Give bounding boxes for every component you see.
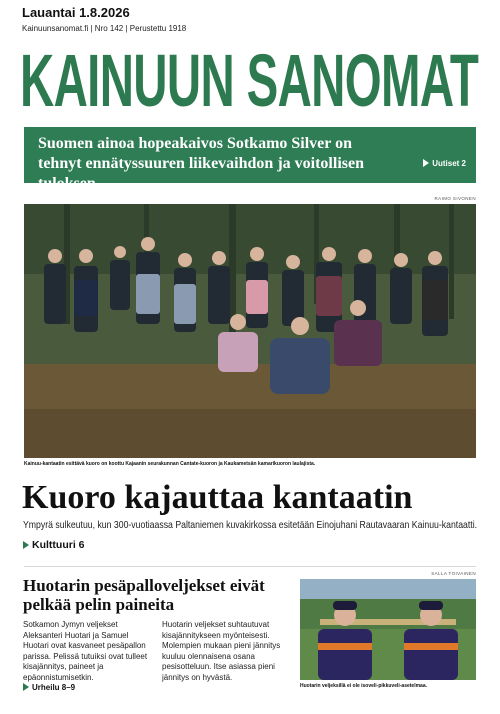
main-lede: Ympyrä sulkeutuu, kun 300-vuotiaassa Paltaniemen kuvakirkossa esitetään Einojuhani Rautavaaran Kainuu-kantaatti. (23, 519, 478, 531)
banner-headline[interactable]: Suomen ainoa hopeakaivos Sotkamo Silver on tehnyt ennätyssuuren liikevaihdon ja voitollisen tuloksen (38, 135, 364, 192)
arrow-right-icon (423, 159, 429, 167)
second-photo-credit: SALLA TOIVAINEN (431, 571, 476, 576)
main-page-ref[interactable]: Kulttuuri 6 (23, 539, 85, 551)
top-news-banner[interactable] (24, 127, 476, 192)
second-body-col2: Huotarin veljekset suhtautuvat kisajännitykseen myönteisesti. Molempien mukaan pieni jännitys kuuluu olennaisena osana pesisotteluun. Itse asiassa pieni jännitys on hyvästä. (162, 620, 281, 682)
arrow-right-icon (23, 683, 29, 691)
choir-photo-illustration (24, 204, 476, 458)
players-photo-illustration (300, 579, 476, 680)
main-photo-credit: RAIMO SIVONEN (434, 196, 476, 201)
choir-photo[interactable] (24, 204, 476, 458)
second-headline[interactable]: Huotarin pesäpalloveljekset eivät pelkää pelin paineita (23, 576, 265, 614)
edition-date: Lauantai 1.8.2026 (22, 5, 130, 20)
second-photo-caption: Huotarin veljeksillä ei ole isoveli-pikkuveli-asetelmaa. (300, 683, 428, 689)
second-body-col1: Sotkamon Jymyn veljekset Aleksanteri Huotari ja Samuel Huotari ovat kasvaneet pesäpallon parissa. Pelissä tutuiksi ovat tulleet kisajännitys, paineet ja epäonnistumisetkin. (23, 620, 148, 682)
main-photo-caption: Kainuu-kantaatin esittävä kuoro on koottu Kajaanin seurakunnan Cantate-kuoron ja Kaukametsän kamarikuoron laulajista. (24, 461, 316, 467)
edition-meta: Kainuunsanomat.fi | Nro 142 | Perustettu 1918 (22, 24, 187, 33)
masthead-logo[interactable]: KAINUUN SANOMAT (20, 39, 479, 122)
arrow-right-icon (23, 541, 29, 549)
banner-page-ref[interactable]: Uutiset 2 (423, 159, 466, 168)
section-divider (24, 566, 476, 567)
second-page-ref[interactable]: Urheilu 8–9 (23, 683, 75, 692)
main-headline[interactable]: Kuoro kajauttaa kantaatin (22, 479, 413, 516)
players-photo[interactable] (300, 579, 476, 680)
